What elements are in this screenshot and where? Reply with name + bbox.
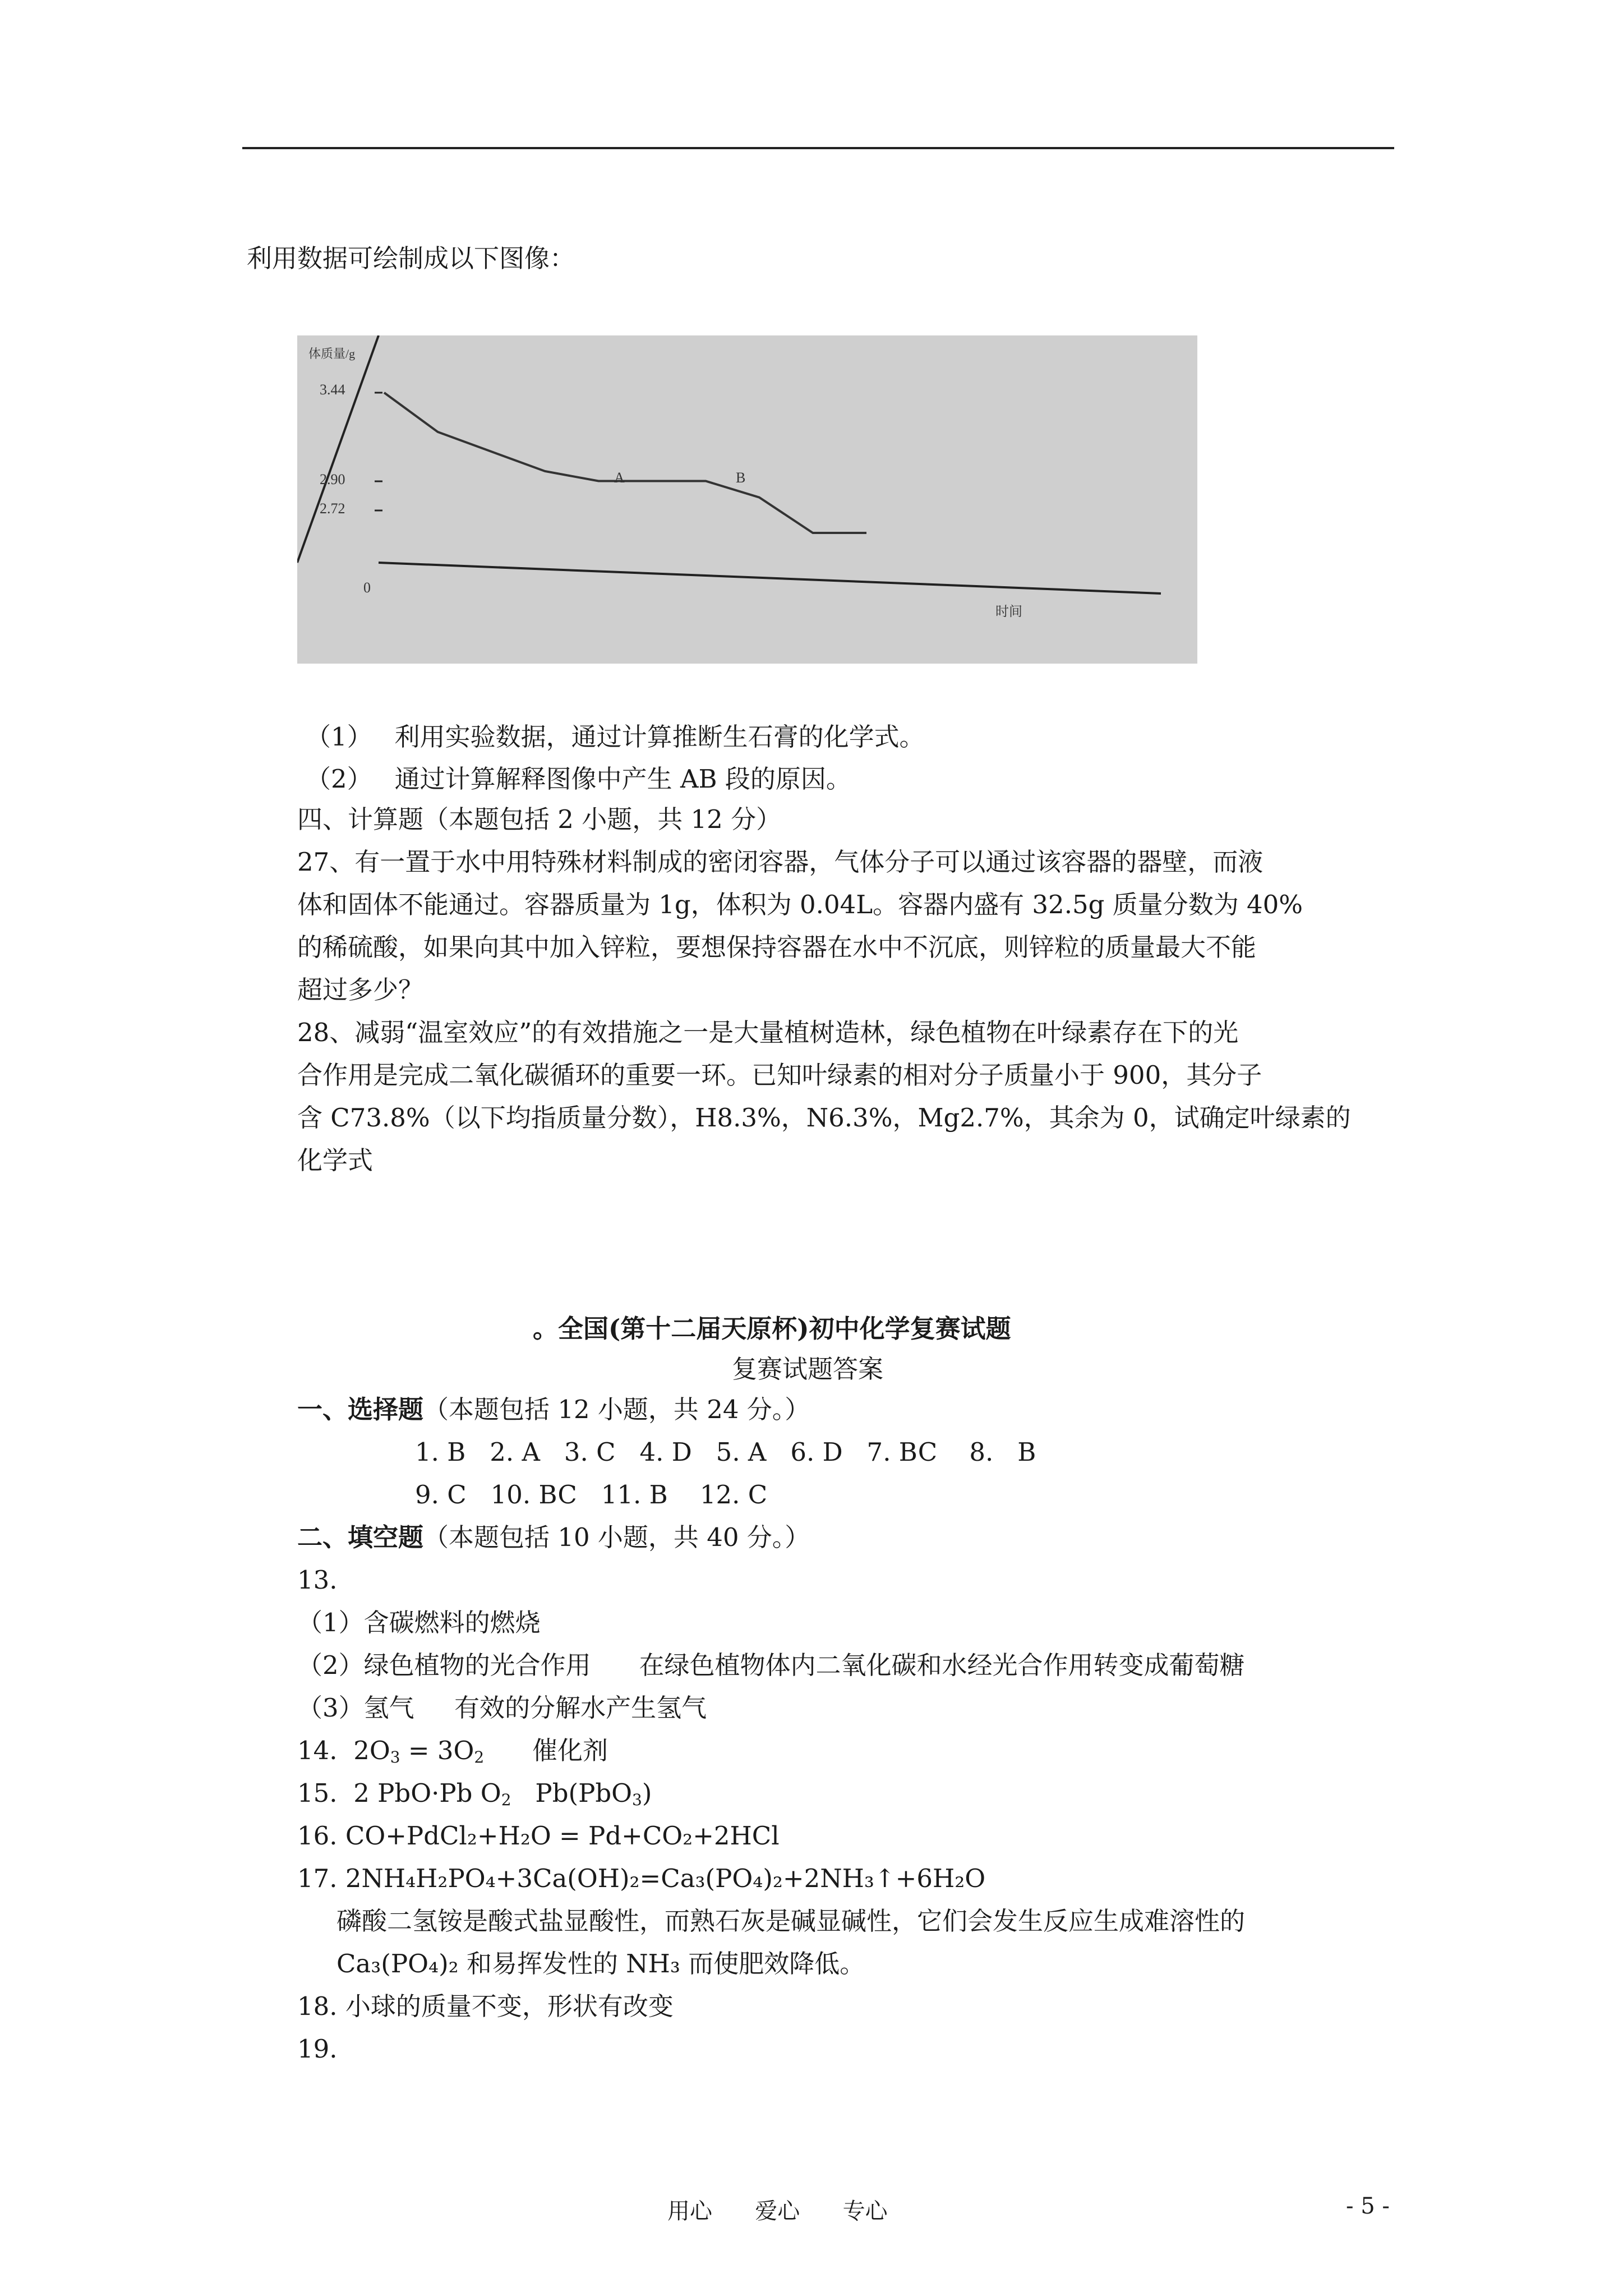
answer-17-equation: 2NH₄H₂PO₄+3Ca(OH)₂=Ca₃(PO₄)₂+2NH₃↑+6H₂O: [345, 1864, 986, 1893]
graph-svg: [297, 335, 1197, 664]
answer-15-sub-a: 2: [501, 1791, 511, 1809]
origin-label: 0: [363, 579, 371, 596]
part-1-title: 一、选择题: [297, 1395, 424, 1424]
question-2-number: （2）: [306, 764, 372, 794]
question-1-number: （1）: [306, 722, 372, 752]
x-axis-label: 时间: [995, 605, 1022, 619]
y-tick-label-2.72: 2.72: [320, 500, 345, 517]
answer-14-sub-b: 2: [474, 1748, 485, 1766]
part-2-note: （本题包括 10 小题，共 40 分。）: [423, 1522, 810, 1552]
header-rule: [242, 147, 1394, 149]
q27-line-1: 27、有一置于水中用特殊材料制成的密闭容器，气体分子可以通过该容器的器壁，而液: [297, 847, 1264, 877]
y-tick-label-3.44: 3.44: [320, 381, 345, 398]
page-number: - 5 -: [1346, 2193, 1390, 2219]
answer-14: [297, 1734, 608, 1774]
answer-13-line-2: （2）绿色植物的光合作用 在绿色植物体内二氧化碳和水经光合作用转变成葡萄糖: [297, 1650, 1245, 1680]
intro-text: 利用数据可绘制成以下图像：: [247, 243, 575, 273]
answer-13-line-1: （1）含碳燃料的燃烧: [297, 1608, 541, 1637]
question-1-text: 利用实验数据，通过计算推断生石膏的化学式。: [394, 722, 925, 752]
answer-15-formula-c: ): [642, 1778, 652, 1808]
q27-line-2: 体和固体不能通过。容器质量为 1g，体积为 0.04L。容器内盛有 32.5g 质量分数为 40%: [297, 890, 1303, 919]
q28-line-3: 含 C73.8%（以下均指质量分数），H8.3%，N6.3%，Mg2.7%，其余为 0，试确定叶绿素的: [297, 1103, 1351, 1133]
question-2: [306, 763, 851, 795]
answer-15-formula-a: 2 PbO·Pb O: [353, 1778, 501, 1808]
part-2-heading: [297, 1521, 810, 1554]
answer-14-formula-b: = 3O: [400, 1736, 474, 1765]
answer-16-number: 16.: [297, 1821, 338, 1851]
part-1-note: （本题包括 12 小题，共 24 分。）: [423, 1395, 810, 1424]
point-b-label: B: [736, 470, 746, 486]
answer-16: [297, 1820, 780, 1852]
q28-line-1: 28、减弱“温室效应”的有效措施之一是大量植树造林，绿色植物在叶绿素存在下的光: [297, 1018, 1239, 1047]
q27-line-4: 超过多少？: [297, 975, 424, 1005]
q27-line-3: 的稀硫酸，如果向其中加入锌粒，要想保持容器在水中不沉底，则锌粒的质量最大不能: [297, 932, 1257, 962]
answer-14-sub-a: 3: [390, 1748, 400, 1766]
answer-17-number: 17.: [297, 1864, 338, 1893]
question-2-text: 通过计算解释图像中产生 AB 段的原因。: [394, 764, 851, 794]
answer-17-line-1: 磷酸二氢铵是酸式盐显酸性，而熟石灰是碱显碱性，它们会发生反应生成难溶性的: [336, 1906, 1246, 1936]
y-tick-label-2.90: 2.90: [320, 471, 345, 487]
answer-title: 。全国(第十二届天原杯)初中化学复赛试题: [533, 1314, 1011, 1343]
question-1: [306, 721, 925, 753]
q28-line-2: 合作用是完成二氧化碳循环的重要一环。已知叶绿素的相对分子质量小于 900，其分子: [297, 1060, 1262, 1090]
y-axis: [297, 335, 379, 563]
answers-row-2: 9. C 10. BC 11. B 12. C: [415, 1480, 768, 1510]
y-axis-label: 体质量/g: [308, 347, 356, 361]
section-4-heading: 四、计算题（本题包括 2 小题，共 12 分）: [297, 804, 782, 834]
point-a-label: A: [614, 470, 625, 486]
footer-motto: 用心 爱心 专心: [667, 2198, 888, 2224]
answer-subtitle: 复赛试题答案: [732, 1354, 884, 1384]
answer-15-number: 15.: [297, 1778, 338, 1808]
answer-19: 19.: [297, 2034, 338, 2064]
mass-time-graph: [297, 335, 1197, 664]
answer-16-equation: CO+PdCl₂+H₂O = Pd+CO₂+2HCl: [345, 1821, 780, 1851]
mass-curve: [384, 393, 866, 533]
answer-18: 18. 小球的质量不变，形状有改变: [297, 1991, 674, 2021]
answers-row-1: 1. B 2. A 3. C 4. D 5. A 6. D 7. BC 8. B: [415, 1437, 1036, 1467]
x-axis: [379, 563, 1161, 593]
answer-17-line-2: Ca₃(PO₄)₂ 和易挥发性的 NH₃ 而使肥效降低。: [336, 1949, 865, 1978]
answer-17: [297, 1862, 985, 1895]
answer-15: [297, 1777, 652, 1816]
q28-line-4: 化学式: [297, 1145, 374, 1175]
answer-14-note: 催化剂: [532, 1736, 608, 1765]
answer-13-line-3: （3）氢气 有效的分解水产生氢气: [297, 1693, 707, 1723]
answer-14-number: 14.: [297, 1736, 338, 1765]
part-1-heading: [297, 1393, 810, 1426]
answer-14-formula-a: 2O: [353, 1736, 390, 1765]
answer-13-number: 13.: [297, 1565, 338, 1595]
part-2-title: 二、填空题: [297, 1522, 424, 1552]
answer-15-sub-b: 3: [632, 1791, 642, 1809]
answer-15-formula-b: Pb(PbO: [511, 1778, 633, 1808]
